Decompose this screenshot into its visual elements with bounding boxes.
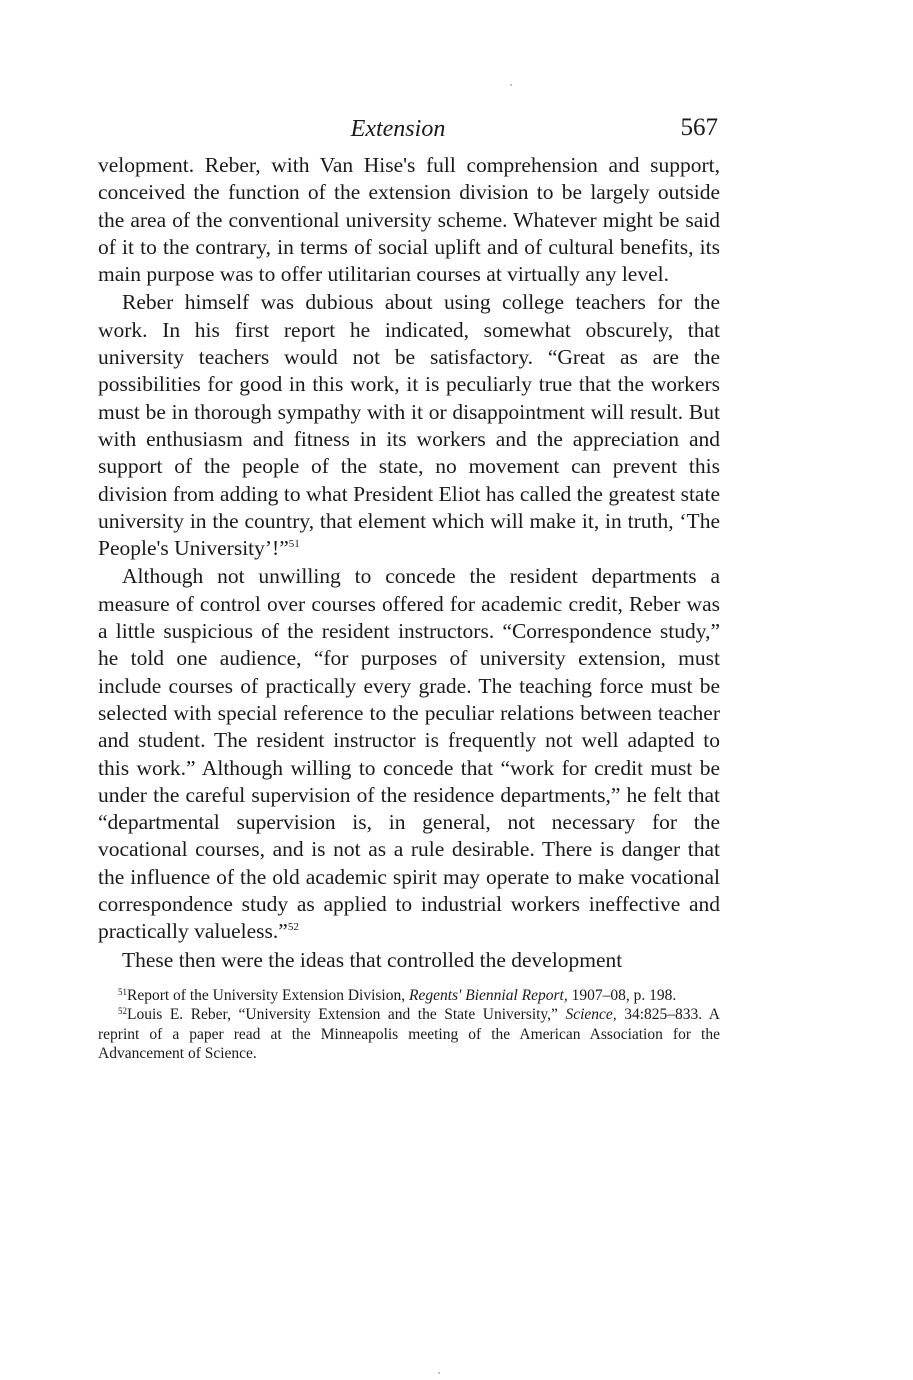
footnote-number: 51 xyxy=(118,986,127,997)
footnote-text: Report of the University Extension Division, xyxy=(127,986,406,1004)
body-text xyxy=(98,152,720,974)
book-page xyxy=(98,112,720,1064)
footnote-number: 52 xyxy=(118,1006,127,1017)
footnote-reference: 51 xyxy=(288,538,300,551)
footnote-text: Louis E. Reber, “University Extension and the State University,” xyxy=(127,1006,558,1024)
scan-speck xyxy=(438,1372,440,1374)
footnote-text: 1907–08, p. 198. xyxy=(571,986,677,1004)
paragraph-text: velopment. Reber, with Van Hise's full comprehension and support, conceived the function of the extension division to be largely outside the area of the conventional university scheme. Whatever might be said of it to the contrary, in terms of social uplift and of cultural benefits, its main purpose was to offer utilitarian courses at virtually any level. xyxy=(98,153,720,287)
footnote-reference: 52 xyxy=(287,921,299,934)
footnote xyxy=(98,986,720,1006)
footnote-italic-title: Regents' Biennial Report, xyxy=(408,986,568,1004)
paragraph-text: Reber himself was dubious about using college teachers for the work. In his first report he indicated, somewhat obscurely, that university teachers would not be satisfactory. “Great as are the possibilities for good in this work, it is peculiarly true that the workers must be in thorough sympathy with it or disappointment will result. But with enthusiasm and fitness in its workers and the appreciation and support of the people of the state, no movement can prevent this division from adding to what President Eliot has called the greatest state university in the country, that element which will make it, in truth, ‘The People's University’!” xyxy=(98,290,720,561)
scan-speck xyxy=(510,84,512,86)
running-title: Extension xyxy=(350,116,446,142)
footnote xyxy=(98,1005,720,1064)
paragraph xyxy=(98,289,720,562)
paragraph xyxy=(98,152,720,288)
footnote-text: 34:825–833. A reprint of a paper read at the Minneapolis meeting of the American Association for the Advancement of Science. xyxy=(98,1006,720,1063)
running-head xyxy=(98,112,720,152)
footnote-italic-title: Science, xyxy=(565,1006,617,1024)
paragraph xyxy=(98,947,720,974)
footnotes xyxy=(98,986,720,1064)
paragraph-text: These then were the ideas that controlled the development xyxy=(122,947,623,972)
paragraph xyxy=(98,563,720,945)
page-number: 567 xyxy=(680,114,718,141)
paragraph-text: Although not unwilling to concede the resident departments a measure of control over courses offered for academic credit, Reber was a little suspicious of the resident instructors. “Correspondence study,” he told one audience, “for purposes of university extension, must include courses of practically every grade. The teaching force must be selected with special reference to the peculiar relations between teacher and student. The resident instructor is frequently not well adapted to this work.” Although willing to concede that “work for credit must be under the careful supervision of the residence departments,” he felt that “departmental supervision is, in general, not necessary for the vocational courses, and is not as a rule desirable. There is danger that the influence of the old academic spirit may operate to make vocational correspondence study as applied to industrial workers ineffective and practically valueless.” xyxy=(98,564,720,944)
